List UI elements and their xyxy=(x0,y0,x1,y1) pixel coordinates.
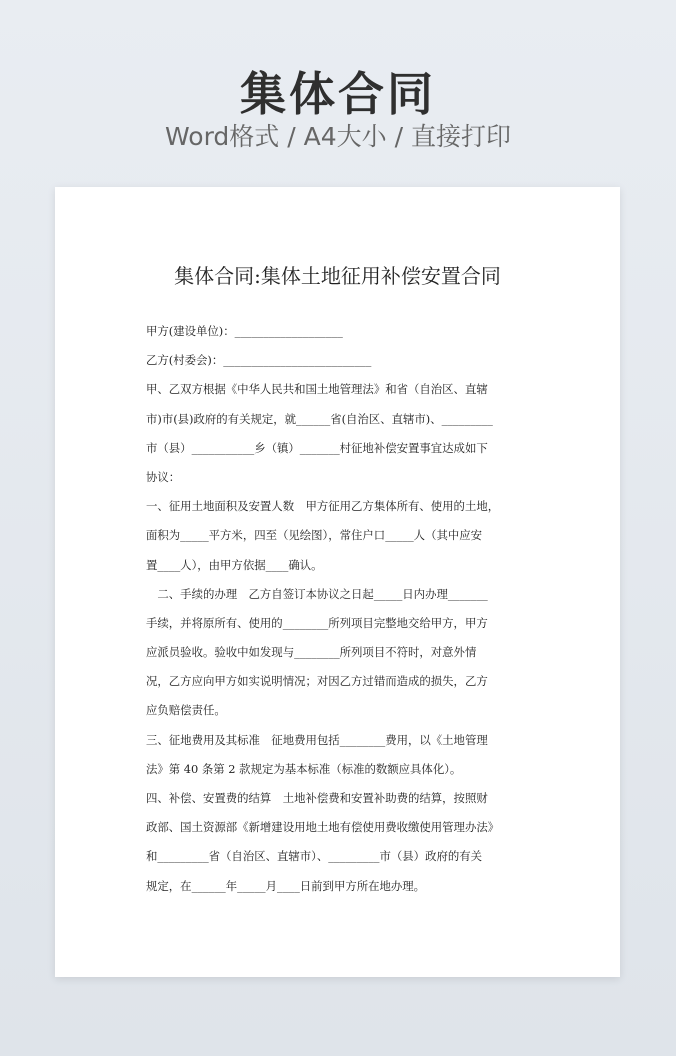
clause-4-line: 规定，在______年_____月____日前到甲方所在地办理。 xyxy=(146,878,426,893)
party-a-line: 甲方(建设单位)：___________________ xyxy=(146,324,343,338)
preamble-line: 甲、乙双方根据《中华人民共和国土地管理法》和省（自治区、直辖 xyxy=(146,382,488,397)
clause-3-line: 三、征地费用及其标准 征地费用包括________费用，以《土地管理 xyxy=(146,732,488,747)
clause-2-line: 二、手续的办理 乙方自签订本协议之日起_____日内办理_______ xyxy=(146,586,488,601)
clause-1-line: 一、征用土地面积及安置人数 甲方征用乙方集体所有、使用的土地， xyxy=(146,499,500,514)
document-body xyxy=(146,317,529,901)
clause-1-line: 置____人），由甲方依据____确认。 xyxy=(146,557,323,572)
clause-2-line: 应负赔偿责任。 xyxy=(146,703,226,718)
document-title: 集体合同:集体土地征用补偿安置合同 xyxy=(174,264,501,288)
clause-1-line: 面积为_____平方米，四至（见绘图），常住户口_____人（其中应安 xyxy=(146,528,483,543)
document-page xyxy=(55,187,620,977)
clause-4-line: 政部、国土资源部《新增建设用地土地有偿使用费收缴使用管理办法》 xyxy=(146,820,500,835)
party-b-line: 乙方(村委会)：__________________________ xyxy=(146,353,372,368)
clause-3-line: 法》第 40 条第 2 款规定为基本标准（标准的数额应具体化）。 xyxy=(146,761,462,776)
preamble-line: 市（县）___________乡（镇）_______村征地补偿安置事宜达成如下 xyxy=(146,440,488,455)
clause-2-line: 应派员验收。验收中如发现与________所列项目不符时，对意外情 xyxy=(146,645,477,660)
banner-title: 集体合同 xyxy=(240,67,436,121)
banner-subtitle: Word格式 / A4大小 / 直接打印 xyxy=(165,122,511,151)
clause-2-line: 手续，并将原所有、使用的________所列项目完整地交给甲方，甲方 xyxy=(146,615,488,630)
clause-4-line: 和_________省（自治区、直辖市）、_________市（县）政府的有关 xyxy=(146,849,483,864)
clause-4-line: 四、补偿、安置费的结算 土地补偿费和安置补助费的结算，按照财 xyxy=(146,791,488,805)
preamble-line: 协议： xyxy=(146,469,181,484)
preamble-line: 市)市(县)政府的有关规定，就______省(自治区、直辖市)、_________ xyxy=(146,411,493,426)
clause-2-line: 况，乙方应向甲方如实说明情况；对因乙方过错而造成的损失，乙方 xyxy=(146,674,488,689)
